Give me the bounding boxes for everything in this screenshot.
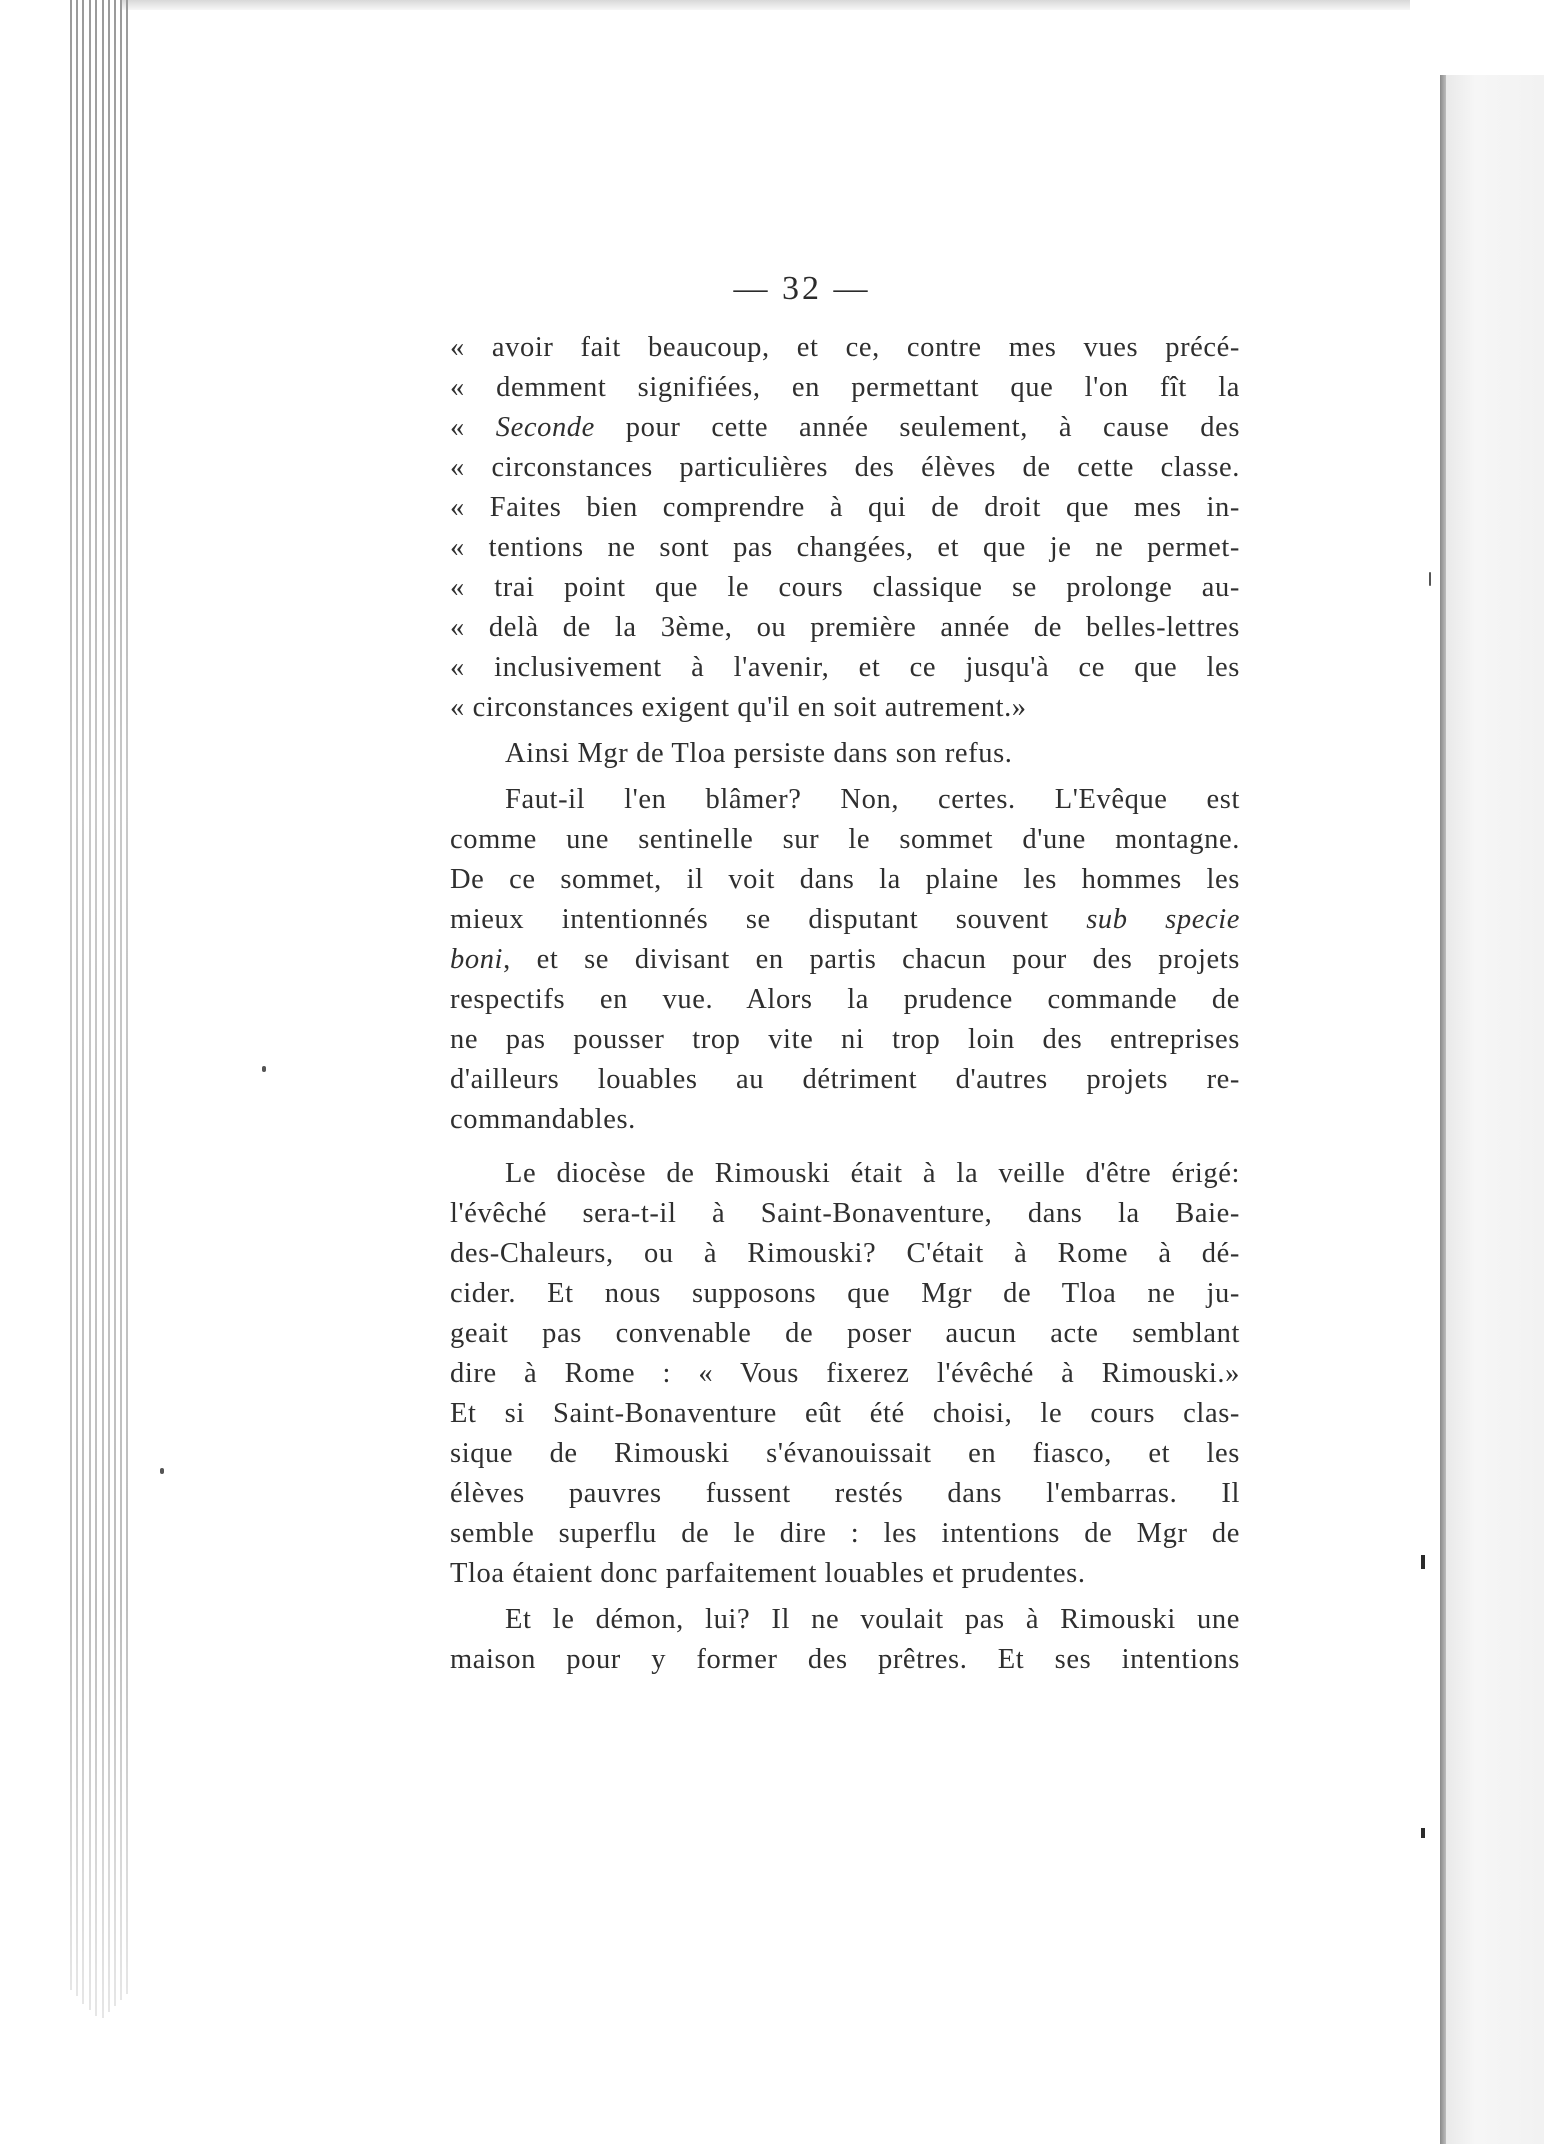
text-line: geait pas convenable de poser aucun acte semblant [450, 1318, 1240, 1349]
text-line: semble superflu de le dire : les intentions de Mgr de [450, 1518, 1240, 1549]
dust-speck [160, 1468, 164, 1474]
text-line: d'ailleurs louables au détriment d'autres projets re- [450, 1064, 1240, 1095]
text-line: Tloa étaient donc parfaitement louables et prudentes. [450, 1558, 1086, 1589]
text-line: « Seconde pour cette année seulement, à cause des [450, 412, 1240, 443]
text-line: Le diocèse de Rimouski était à la veille d'être érigé: [505, 1158, 1240, 1189]
text-line: des-Chaleurs, ou à Rimouski? C'était à Rome à dé- [450, 1238, 1240, 1269]
text-line: Faut-il l'en blâmer? Non, certes. L'Evêque est [505, 784, 1240, 815]
text-line: l'évêché sera-t-il à Saint-Bonaventure, dans la Baie- [450, 1198, 1240, 1229]
text-line: « circonstances exigent qu'il en soit autrement.» [450, 692, 1027, 723]
dust-speck [262, 1066, 266, 1072]
text-line: boni, et se divisant en partis chacun pour des projets [450, 944, 1240, 975]
text-line: « tentions ne sont pas changées, et que je ne permet- [450, 532, 1240, 563]
text-line: ne pas pousser trop vite ni trop loin des entreprises [450, 1024, 1240, 1055]
text-line: respectifs en vue. Alors la prudence commande de [450, 984, 1240, 1015]
text-line: « delà de la 3ème, ou première année de belles-lettres [450, 612, 1240, 643]
facing-page-edge [1446, 75, 1544, 2144]
text-line: « demment signifiées, en permettant que l'on fît la [450, 372, 1240, 403]
dust-speck [1429, 572, 1431, 586]
text-line: « avoir fait beaucoup, et ce, contre mes vues précé- [450, 332, 1240, 363]
text-line: cider. Et nous supposons que Mgr de Tloa ne ju- [450, 1278, 1240, 1309]
text-line: « Faites bien comprendre à qui de droit que mes in- [450, 492, 1240, 523]
text-line: dire à Rome : « Vous fixerez l'évêché à Rimouski.» [450, 1358, 1240, 1389]
page-number: — 32 — [733, 270, 871, 307]
text-line: comme une sentinelle sur le sommet d'une montagne. [450, 824, 1240, 855]
text-line: élèves pauvres fussent restés dans l'embarras. Il [450, 1478, 1240, 1509]
text-line: commandables. [450, 1104, 636, 1135]
text-line: Et si Saint-Bonaventure eût été choisi, le cours clas- [450, 1398, 1240, 1429]
text-line: De ce sommet, il voit dans la plaine les hommes les [450, 864, 1240, 895]
text-line: « trai point que le cours classique se prolonge au- [450, 572, 1240, 603]
text-line: maison pour y former des prêtres. Et ses intentions [450, 1644, 1240, 1675]
text-line: « inclusivement à l'avenir, et ce jusqu'à ce que les [450, 652, 1240, 683]
text-line: sique de Rimouski s'évanouissait en fiasco, et les [450, 1438, 1240, 1469]
text-line: « circonstances particulières des élèves de cette classe. [450, 452, 1240, 483]
margin-mark [1421, 1828, 1425, 1838]
page-top-edge [120, 0, 1410, 10]
body-text [450, 328, 1240, 1680]
text-line: Et le démon, lui? Il ne voulait pas à Rimouski une [505, 1604, 1240, 1635]
text-line: Ainsi Mgr de Tloa persiste dans son refus. [505, 738, 1013, 769]
margin-mark [1421, 1555, 1425, 1569]
text-line: mieux intentionnés se disputant souvent sub specie [450, 904, 1240, 935]
